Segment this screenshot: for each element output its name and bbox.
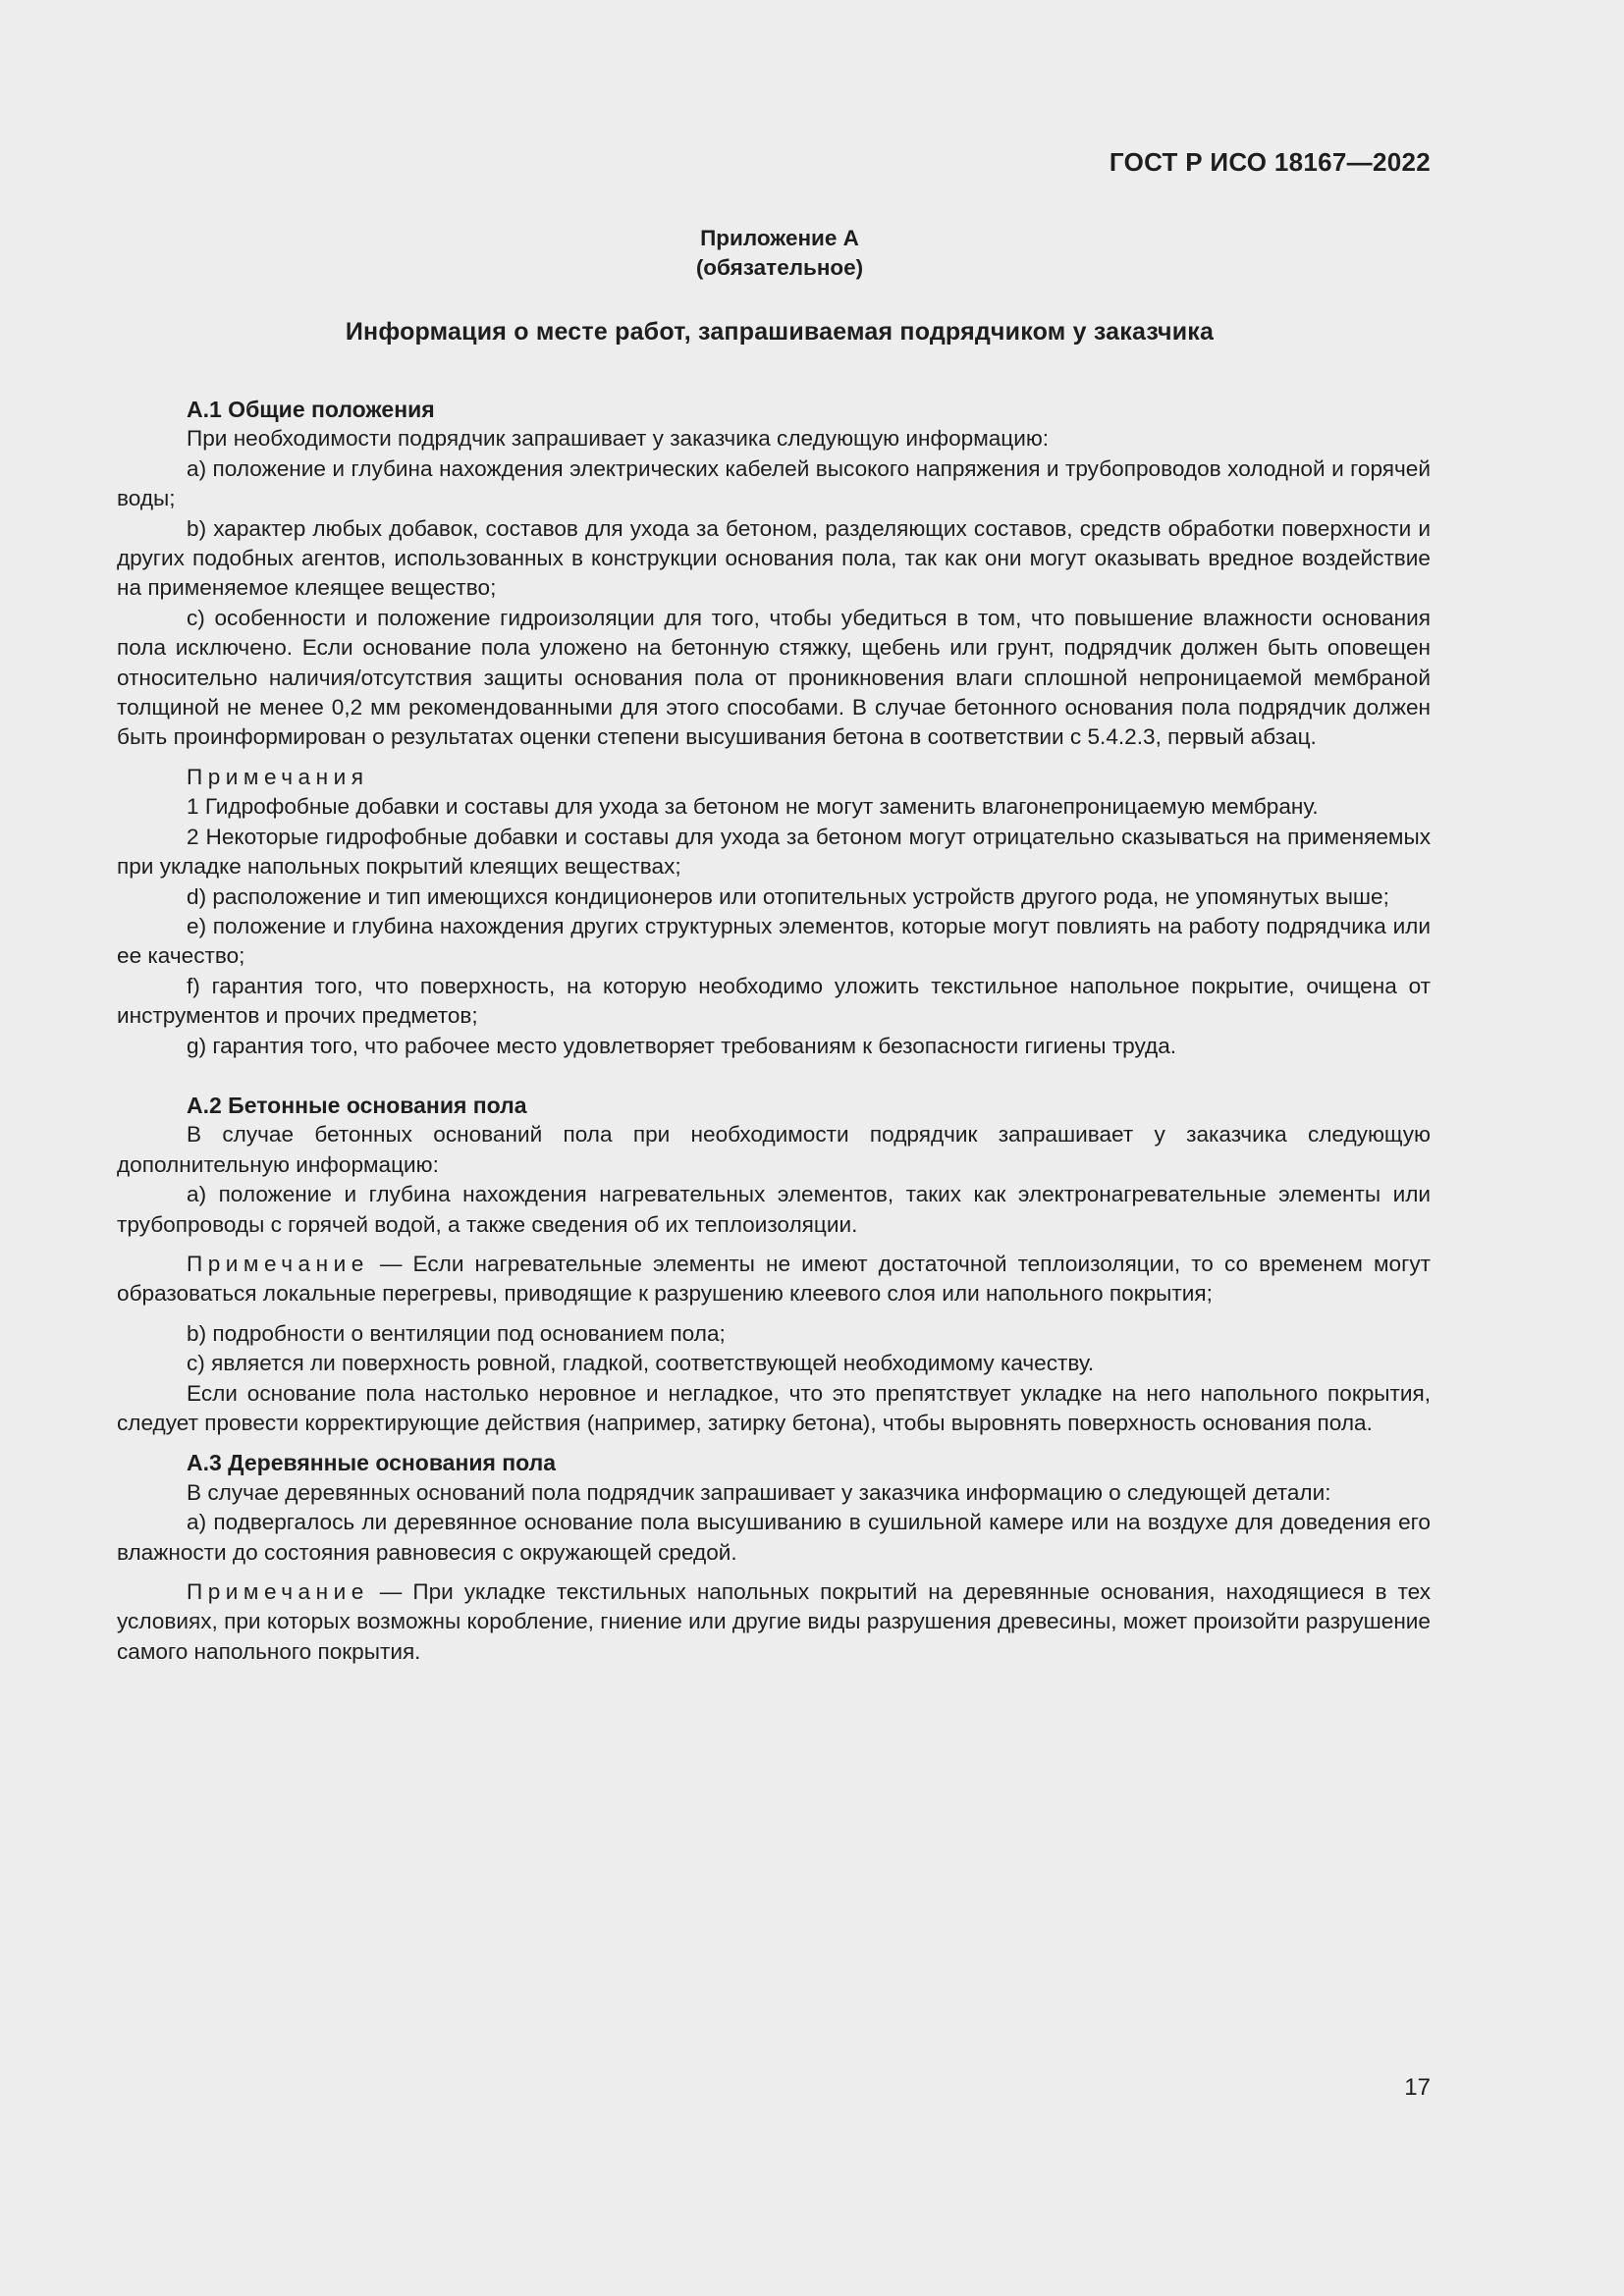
a2-item-c: с) является ли поверхность ровной, гладкой, соответствующей необходимому качеству. xyxy=(187,1351,1095,1376)
a2-intro: В случае бетонных оснований пола при необходимости подрядчик запрашивает у заказчика следующую дополнительную информацию: xyxy=(117,1122,1431,1177)
annex-heading xyxy=(0,224,1559,283)
page-number: 17 xyxy=(1404,2074,1431,2101)
a1-item-d: d) расположение и тип имеющихся кондиционеров или отопительных устройств другого рода, не упомянутых выше; xyxy=(187,883,1389,909)
section-a1-heading: А.1 Общие положения xyxy=(187,397,435,422)
a1-item-f: f) гарантия того, что поверхность, на которую необходимо уложить текстильное напольное покрытие, очищена от инструментов и прочих предметов; xyxy=(117,973,1431,1029)
a3-intro: В случае деревянных оснований пола подрядчик запрашивает у заказчика информацию о следующей детали: xyxy=(187,1479,1331,1505)
a3-item-a: а) подвергалось ли деревянное основание пола высушиванию в сушильной камере или на воздухе для доведения его влажности до состояния равновесия с окружающей средой. xyxy=(117,1510,1431,1565)
document-body xyxy=(117,395,1431,1667)
section-a3-heading: А.3 Деревянные основания пола xyxy=(187,1450,557,1476)
annex-name: Приложение А xyxy=(700,226,859,250)
a1-item-c: с) особенности и положение гидроизоляции для того, чтобы убедиться в том, что повышение влажности основания пола исключено. Если основание пола уложено на бетонную стяжку, щебень или грунт, подрядчик должен быть оповещен относительно наличия/отсутствия защиты основания пола от проникновения влаги сплошной непроницаемой мембраной толщиной не менее 0,2 мм рекомендованными для этого способами. В случае бетонного основания пола подрядчик должен быть проинформирован о результатах оценки степени высушивания бетона в соответствии с 5.4.2.3, первый абзац. xyxy=(117,605,1431,750)
a1-note-2: 2 Некоторые гидрофобные добавки и составы для ухода за бетоном могут отрицательно сказываться на применяемых при укладке напольных покрытий клеящих веществах; xyxy=(117,824,1431,880)
a1-note-1: 1 Гидрофобные добавки и составы для ухода за бетоном не могут заменить влагонепроницаемую мембрану. xyxy=(187,794,1319,820)
a1-item-b: b) характер любых добавок, составов для ухода за бетоном, разделяющих составов, средств обработки поверхности и других подобных агентов, использованных в конструкции основания пола, так как они могут оказывать вредное воздействие на применяемое клеящее вещество; xyxy=(117,515,1431,601)
a1-item-e: е) положение и глубина нахождения других структурных элементов, которые могут повлиять на работу подрядчика или ее качество; xyxy=(117,913,1431,969)
a1-intro: При необходимости подрядчик запрашивает у заказчика следующую информацию: xyxy=(187,426,1050,452)
a1-item-g: g) гарантия того, что рабочее место удовлетворяет требованиям к безопасности гигиены труда. xyxy=(187,1033,1177,1058)
a1-notes-label: Примечания xyxy=(187,764,369,789)
a1-item-a: а) положение и глубина нахождения электрических кабелей высокого напряжения и трубопроводов холодной и горячей воды; xyxy=(117,455,1431,511)
a2-note: Примечание — Если нагревательные элементы не имеют достаточной теплоизоляции, то со временем могут образоваться локальные перегревы, приводящие к разрушению клеевого слоя или напольного покрытия; xyxy=(117,1251,1431,1307)
annex-status: (обязательное) xyxy=(695,255,864,280)
annex-title: Информация о месте работ, запрашиваемая подрядчиком у заказчика xyxy=(345,318,1215,346)
standard-header: ГОСТ Р ИСО 18167—2022 xyxy=(1109,147,1431,177)
a2-item-b: b) подробности о вентиляции под основанием пола; xyxy=(187,1320,726,1346)
a3-note: Примечание — При укладке текстильных напольных покрытий на деревянные основания, находящиеся в тех условиях, при которых возможны коробление, гниение или другие виды разрушения древесины, может произойти разрушение самого напольного покрытия. xyxy=(117,1579,1431,1664)
a2-item-a: а) положение и глубина нахождения нагревательных элементов, таких как электронагревательные элементы или трубопроводы с горячей водой, а также сведения об их теплоизоляции. xyxy=(117,1182,1431,1237)
section-a2-heading: А.2 Бетонные основания пола xyxy=(187,1092,527,1118)
a2-closing: Если основание пола настолько неровное и негладкое, что это препятствует укладке на него напольного покрытия, следует провести корректирующие действия (например, затирку бетона), чтобы выровнять поверхность основания пола. xyxy=(117,1380,1431,1435)
